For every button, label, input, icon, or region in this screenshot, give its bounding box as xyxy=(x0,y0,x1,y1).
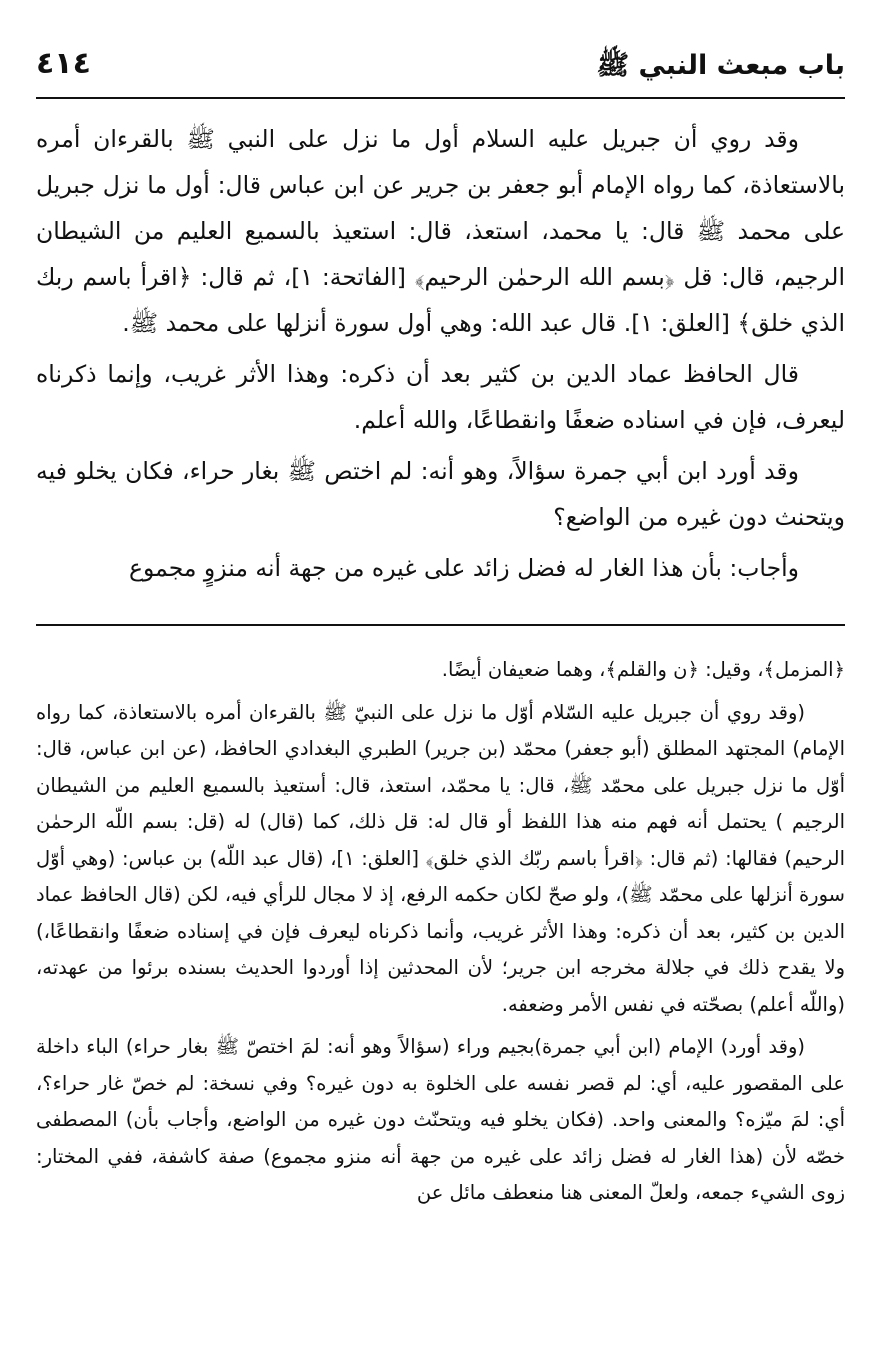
main-paragraph: وقد أورد ابن أبي جمرة سؤالاً، وهو أنه: لم اختص ﷺ بغار حراء، فكان يخلو فيه ويتحنث دون غيره من الواضع؟ xyxy=(36,457,845,531)
main-text xyxy=(36,116,845,596)
commentary-paragraph: ﴿المزمل﴾، وقيل: ﴿ن والقلم﴾، وهما ضعيفان أيضًا. xyxy=(441,658,845,681)
header-divider xyxy=(36,97,845,99)
commentary-paragraph: (وقد روي أن جبريل عليه السّلام أوّل ما نزل على النبيّ ﷺ بالقرءان أمره بالاستعاذة، كما رواه الإمام) المجتهد المطلق (أبو جعفر) محمّد (بن جرير) الطبري البغدادي الحافظ، (عن ابن عباس، قال: أوّل ما نزل جبريل على محمّد ﷺ، قال: يا محمّد، استعذ، قال: أستعيذ بالسميع العليم من الشيطان الرجيم ) يحتمل أنه فهم منه هذا اللفظ أو قال له: قل ذلك، كما (قال) له (قل: بسم اللّه الرحمٰن الرحيم) فقالها: (ثم قال: ﴿اقرأ باسم ربّك الذي خلق﴾ [العلق: ١]، (قال عبد اللّه) بن عباس: (وهي أوّل سورة أنزلها على محمّد ﷺ)، ولو صحّ لكان حكمه الرفع، إذ لا مجال للرأي فيه، لكن (قال الحافظ عماد الدين بن كثير، بعد أن ذكره: وهذا الأثر غريب، وأنما ذكرناه ليعرف فإن في إسناده ضعفًا وانقطاعًا،) ولا يقدح ذلك في جلالة مخرجه ابن جرير؛ لأن المحدثين إذا أوردوا الحديث بسنده برئوا من عهدته، (واللّه أعلم) بصحّته في نفس الأمر وضعفه. xyxy=(36,700,845,1016)
commentary-divider xyxy=(36,624,845,626)
main-paragraph: قال الحافظ عماد الدين بن كثير بعد أن ذكره: وهذا الأثر غريب، وإنما ذكرناه ليعرف، فإن في اسناده ضعفًا وانقطاعًا، والله أعلم. xyxy=(36,360,845,434)
running-header xyxy=(36,44,845,94)
commentary-text xyxy=(36,652,845,1218)
commentary-paragraph: (وقد أورد) الإمام (ابن أبي جمرة)بجيم وراء (سؤالاً وهو أنه: لمَ اختصّ ﷺ بغار حراء) الباء داخلة على المقصور عليه، أي: لم قصر نفسه على الخلوة به دون غيره؟ وفي نسخة: لم خصّ غار حراء؟، أي: لمَ ميّزه؟ والمعنى واحد. (فكان يخلو فيه ويتحنّث دون غيره من الواضع، وأجاب بأن) المصطفى خصّه لأن (هذا الغار له فضل زائد على غيره من جهة أنه منزو مجموع) صفة كاشفة، ففي المختار: زوى الشيء جمعه، ولعلّ المعنى هنا منعطف مائل عن xyxy=(36,1035,845,1204)
main-paragraph: وأجاب: بأن هذا الغار له فضل زائد على غيره من جهة أنه منزوٍ مجموع xyxy=(128,554,799,582)
main-paragraph: وقد روي أن جبريل عليه السلام أول ما نزل على النبي ﷺ بالقرءان أمره بالاستعاذة، كما رواه الإمام أبو جعفر بن جرير عن ابن عباس قال: أول ما نزل جبريل على محمد ﷺ قال: يا محمد، استعذ، قال: استعيذ بالسميع العليم من الشيطان الرجيم، قال: قل ﴿بسم الله الرحمٰن الرحيم﴾ [الفاتحة: ١]، ثم قال: ﴿اقرأ باسم ربك الذي خلق﴾ [العلق: ١]. قال عبد الله: وهي أول سورة أنزلها على محمد ﷺ. xyxy=(36,125,845,337)
page-number: ٤١٤ xyxy=(36,46,91,81)
chapter-title: باب مبعث النبي ﷺ xyxy=(596,50,845,81)
